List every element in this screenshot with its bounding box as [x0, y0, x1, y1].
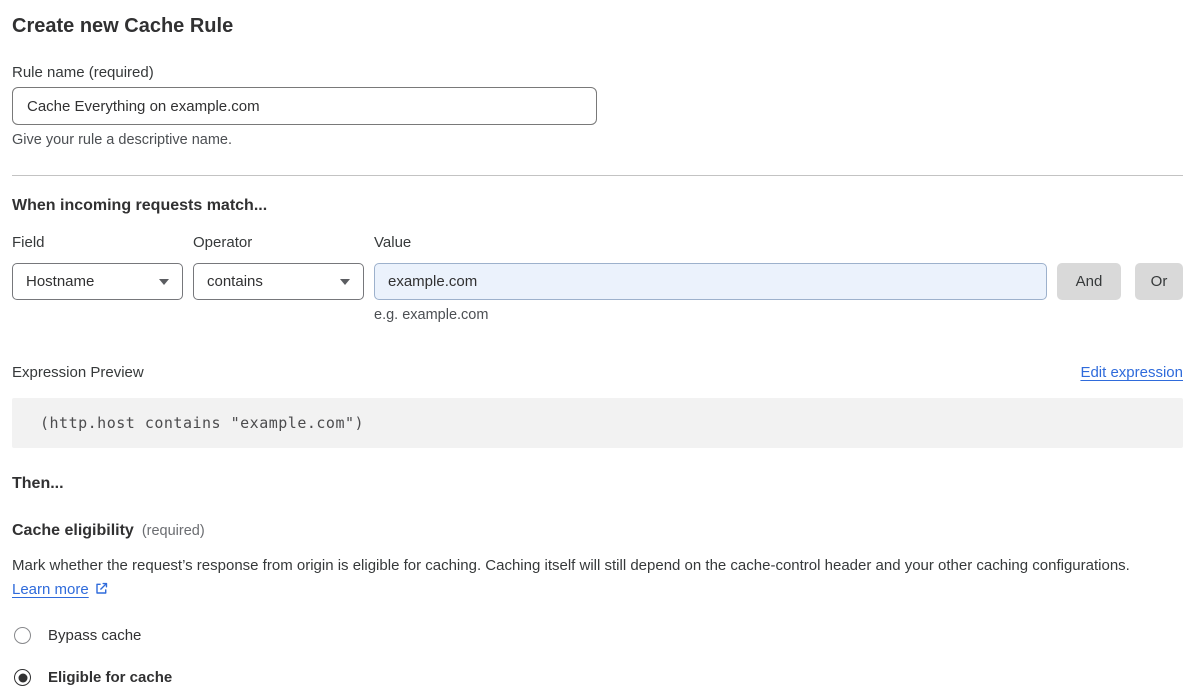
page-title: Create new Cache Rule	[12, 15, 234, 37]
chevron-down-icon	[159, 279, 169, 285]
operator-label: Operator	[193, 234, 253, 251]
cache-eligibility-heading: Cache eligibility	[12, 522, 134, 539]
rule-name-input[interactable]	[12, 87, 597, 125]
expression-builder-row	[12, 234, 1183, 323]
rule-name-help: Give your rule a descriptive name.	[12, 132, 233, 148]
value-label: Value	[374, 234, 412, 251]
field-label: Field	[12, 234, 45, 251]
edit-expression-link[interactable]: Edit expression	[1080, 364, 1183, 381]
operator-select-value: contains	[207, 273, 263, 290]
operator-column	[193, 234, 364, 300]
field-column	[12, 234, 183, 300]
value-help: e.g. example.com	[374, 307, 489, 323]
radio-icon[interactable]	[14, 669, 31, 686]
expression-preview-row	[12, 364, 1183, 381]
external-link-icon	[94, 580, 109, 604]
radio-label: Eligible for cache	[48, 669, 173, 686]
expression-code: (http.host contains "example.com")	[40, 414, 365, 432]
value-column	[374, 234, 1047, 323]
expression-preview-label: Expression Preview	[12, 364, 144, 381]
radio-icon[interactable]	[14, 627, 31, 644]
match-heading: When incoming requests match...	[12, 197, 268, 214]
rule-name-label: Rule name (required)	[12, 64, 154, 81]
expression-code-block	[12, 398, 1183, 448]
and-button[interactable]: And	[1057, 263, 1121, 300]
field-select-value: Hostname	[26, 273, 95, 290]
operator-select[interactable]	[193, 263, 364, 300]
field-select[interactable]	[12, 263, 183, 300]
cache-eligibility-description	[12, 554, 1172, 604]
then-heading: Then...	[12, 475, 64, 492]
radio-option-bypass-cache[interactable]	[12, 627, 141, 644]
learn-more-link[interactable]: Learn more	[12, 581, 89, 598]
value-input[interactable]	[374, 263, 1047, 300]
description-text: Mark whether the request’s response from origin is eligible for caching. Caching itself will still depend on the cache-control header and your other caching configurations.	[12, 557, 1130, 574]
cache-eligibility-heading-row	[12, 522, 1183, 540]
radio-option-eligible-for-cache[interactable]	[12, 669, 172, 686]
or-button[interactable]: Or	[1135, 263, 1183, 300]
required-note: (required)	[141, 523, 205, 539]
radio-label: Bypass cache	[48, 627, 142, 644]
chevron-down-icon	[340, 279, 350, 285]
section-divider	[12, 175, 1183, 176]
